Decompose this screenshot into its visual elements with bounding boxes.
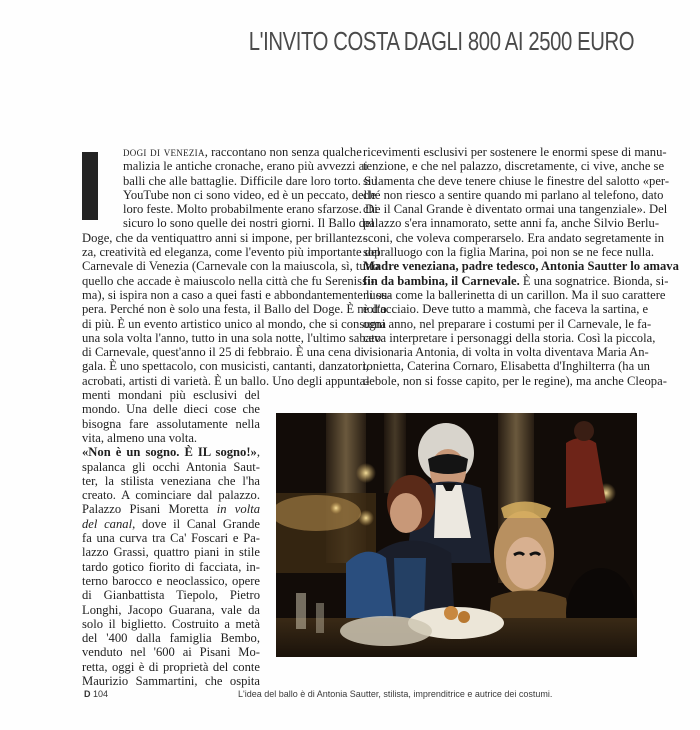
text-run: gala. È uno spettacolo, con musicisti, cantanti, danzatori, [82, 359, 369, 374]
text-run: retta, oggi è di proprietà del conte [82, 659, 260, 674]
col1-line [82, 245, 381, 260]
text-run: malizia le antiche cronache, erano più avvezzi ai [123, 159, 368, 174]
article-headline: L'INVITO COSTA DAGLI 800 AI 2500 EURO [248, 26, 634, 57]
text-run: quello che accade è maiuscolo nella città che fu Serenissi- [82, 273, 375, 288]
col1-line [82, 302, 387, 317]
text-run: palazzo s'era innamorato, sette anni fa, anche Silvio Berlu- [363, 216, 660, 231]
col1-line [82, 545, 260, 559]
text-run: del '400 dalla famiglia Bembo, [82, 631, 260, 646]
text-run: fa una curva tra Ca' Foscari e Pa- [82, 531, 260, 546]
text-run: che il Canal Grande è diventato ormai una tangenziale». Del [363, 202, 668, 217]
col1-line [82, 431, 260, 445]
page-number-value: 104 [93, 689, 109, 699]
text-run: visionaria Antonia, di volta in volta diventava Maria An- [363, 345, 649, 360]
text-run: nuosa come la ballerinetta di un carillon. Ma il suo carattere [363, 287, 666, 302]
text-run: fin da bambina, il Carnevale. [363, 273, 520, 288]
col2-line [363, 302, 649, 317]
col1-line [82, 216, 375, 231]
col2-line [363, 273, 669, 288]
text-run: Maurizio Sammartini, che ospita [82, 673, 260, 688]
text-run: una sola volta l'anno, tutto in una sola notte, l'ultimo sabato [82, 330, 382, 345]
col1-line [82, 631, 260, 645]
col1-line [82, 402, 260, 416]
text-run: ricevimenti esclusivi per sostenere le enormi spese di manu- [363, 145, 667, 159]
text-run: sconi, che voleva comperarselo. Era andato segretamente in [363, 230, 665, 245]
text-run: ceva interpretare i personaggi della storia. Così la piccola, [363, 330, 656, 345]
col1-line [82, 230, 367, 245]
col2-line [363, 230, 665, 245]
col1-line [82, 574, 260, 588]
col1-line [82, 645, 260, 659]
text-run: za, creatività ed eleganza, come l'evento più importante del [82, 245, 381, 260]
col1-line [82, 445, 260, 459]
col1-line [82, 259, 380, 274]
text-run: balli che alle battaglie. Difficile dare loro torto. Su [123, 173, 378, 188]
col1-line [82, 674, 260, 688]
col1-line [82, 517, 260, 531]
col2-line [363, 216, 660, 231]
col1-line [82, 202, 378, 217]
text-run: ter, la stilista veneziana che l'ha [82, 473, 260, 488]
text-run: è d'acciaio. Deve tutto a mammà, che faceva la sartina, e [363, 302, 649, 317]
text-run: tonietta, Caterina Cornaro, Elisabetta d'Inghilterra (ha un [363, 359, 650, 374]
col1-line [82, 502, 260, 516]
text-run: di più. È un evento artistico unico al mondo, che si consuma [82, 316, 386, 331]
text-run: Palazzo Pisani Moretta [82, 502, 217, 517]
text-run: di Gianbattista Tiepolo, Pietro [82, 588, 260, 603]
text-run: tardo gotico fiorito di facciata, in- [82, 559, 260, 574]
col1-line [82, 187, 377, 202]
text-run: Carnevale di Venezia (Carnevale con la maiuscola, sì, tutto [82, 259, 380, 274]
col2-line [363, 187, 664, 202]
col1-line [82, 603, 260, 617]
col2-line [363, 145, 667, 159]
col1-line [82, 159, 368, 174]
text-run: loro feste. Molto probabilmente erano sfarzose. Di [123, 202, 378, 217]
text-run: terno barocco e neoclassico, opere [82, 573, 260, 588]
photo-illustration [276, 413, 637, 657]
col2-line [363, 245, 654, 260]
col2-line [363, 202, 668, 217]
col1-line [82, 345, 365, 360]
col1-line [82, 388, 260, 402]
col1-line [82, 273, 375, 288]
text-run: tenzione, e che nel palazzo, discretamente, ci vive, anche se [363, 159, 665, 174]
text-run: creato. A cominciare dal palazzo. [82, 488, 260, 503]
text-run: debole, non si fosse capito, per le regine), ma anche Cleopa- [363, 373, 667, 388]
text-run: , raccontano non senza qualche [204, 145, 362, 159]
col2-line [363, 345, 649, 360]
col2-line [363, 359, 650, 374]
col1-line [82, 660, 260, 674]
text-run: ma), si ispira non a caso a quei fasti e abbondantemente li su- [82, 287, 392, 302]
col2-line [363, 259, 679, 274]
text-run: spalanca gli occhi Antonia Saut- [82, 459, 260, 474]
col1-line [82, 531, 260, 545]
text-run: bisogna fare assolutamente nella [82, 416, 260, 431]
page-number [84, 689, 108, 699]
text-run: sicuro lo sono quelle dei nostri giorni. Il Ballo del [123, 216, 375, 231]
col1-line [82, 287, 392, 302]
col1-line [82, 373, 370, 388]
text-run: mondo. Una delle dieci cose che [82, 402, 260, 417]
magazine-logo-letter: D [84, 689, 91, 699]
text-run: È una sognatrice. Bionda, si- [519, 273, 669, 288]
text-run: del canal [82, 516, 133, 531]
col1-line [82, 417, 260, 431]
photo-caption: L'idea del ballo è di Antonia Sautter, stilista, imprenditrice e autrice dei costumi. [238, 689, 553, 699]
text-run: in volta [216, 502, 260, 517]
col2-line [363, 316, 652, 331]
col1-line [82, 460, 260, 474]
text-run: ché non riesco a sentire quando mi parlano al telefono, dato [363, 187, 664, 202]
text-run: venduto nel '600 ai Pisani Mo- [82, 645, 260, 660]
col1-line [82, 145, 362, 159]
text-run: dogi di venezia [123, 145, 205, 159]
col1-line [82, 359, 369, 374]
text-run: acrobati, artisti di varietà. È un ballo. Uno degli appunta- [82, 373, 370, 388]
text-run: Doge, che da ventiquattro anni si impone, per brillantez- [82, 230, 367, 245]
text-run: menti mondani più esclusivi del [82, 388, 260, 403]
col1-line [82, 588, 260, 602]
text-run: ogni anno, nel preparare i costumi per il Carnevale, le fa- [363, 316, 652, 331]
col2-line [363, 173, 670, 188]
text-run: , [256, 445, 260, 460]
text-run: pera. Perché non è solo una festa, il Ballo del Doge. È molto [82, 302, 387, 317]
col2-line [363, 373, 667, 388]
text-run: vita, almeno una volta. [82, 430, 198, 445]
text-run: Longhi, Jacopo Guarana, vale da [82, 602, 260, 617]
ballroom-photo [276, 413, 637, 657]
text-run: di Carnevale, quest'anno il 25 di febbraio. È una cena di [82, 345, 365, 360]
text-run: si lamenta che deve tenere chiuse le finestre del salotto «per- [363, 173, 670, 188]
col1-line [82, 474, 260, 488]
article-column-2 [363, 145, 679, 388]
col2-line [363, 330, 656, 345]
text-run: Madre veneziana, padre tedesco, Antonia Sautter lo amava [363, 259, 679, 274]
col1-line [82, 316, 386, 331]
col1-line [82, 330, 382, 345]
col1-line [82, 488, 260, 502]
text-run: sopralluogo con la figlia Marina, poi non se ne fece nulla. [363, 245, 654, 260]
col1-line [82, 560, 260, 574]
col2-line [363, 159, 665, 174]
text-run: YouTube non ci sono video, ed è un peccato, delle [123, 187, 377, 202]
text-run: , dove il Canal Grande [132, 516, 260, 531]
col2-line [363, 287, 666, 302]
col1-line [82, 617, 260, 631]
text-run: solo il biglietto. Costruito a metà [82, 616, 260, 631]
col1-line [82, 173, 378, 188]
text-run: lazzo Grassi, quattro piani in stile [82, 545, 260, 560]
text-run: «Non è un sogno. È IL sogno!» [82, 445, 257, 460]
